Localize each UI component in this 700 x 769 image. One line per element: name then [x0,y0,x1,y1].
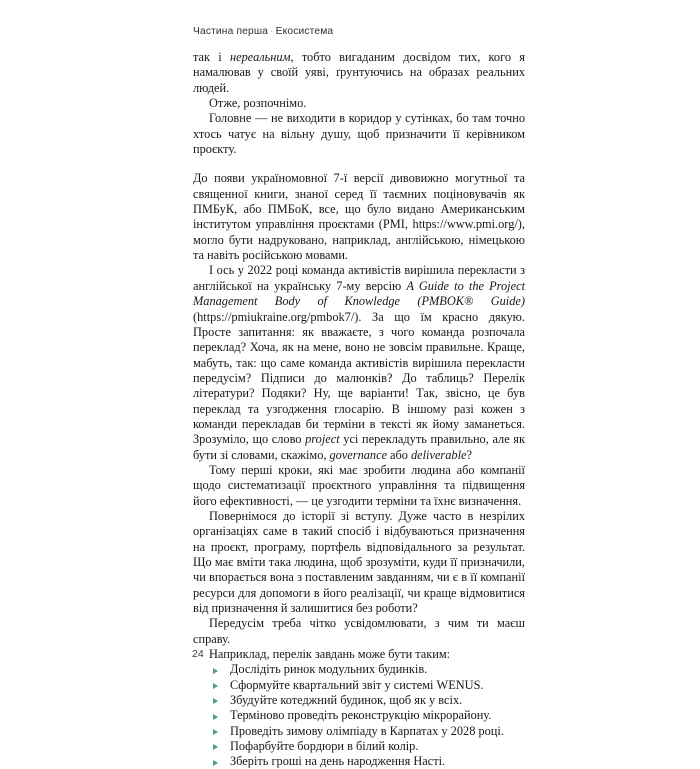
text-run: або [387,447,411,462]
list-item [193,678,525,693]
text-run: ? [466,447,472,462]
triangle-bullet-icon [213,760,218,766]
section-spacer [193,157,525,171]
italic-term-deliverable: deliverable [410,447,467,462]
running-head [193,26,333,37]
text-run: усі перекладуть правильно, але як бути зі словами, скажімо, [193,432,525,462]
triangle-bullet-icon [213,729,218,735]
list-item [193,708,525,723]
italic-term: нереальним [230,50,291,64]
running-head-separator: · [270,26,274,37]
italic-term-project: project [305,432,340,447]
text-run: так і [193,50,231,64]
text-run: (https://pmiukraine.org/pmbok7/). За що їм красно дякую. Просте запитання: як вважаєте, з чого команда розпочала переклад? Хоча, як на мене, воно не зовсім правильне. Краще, мабуть, так: що саме команда активістів вирішила перекласти передусім? Підписи до малюнків? До таблиць? Перелік літератури? Подяки? Ну, ще варіанти! Так, звісно, це був переклад та узгодження глосарію. В іншому разі кожен з команди перекладав би терміни в тексті як йому заманеться. Зрозуміло, що слово [193,309,525,447]
list-item [193,739,525,754]
list-item-label: Зберіть гроші на день народження Насті. [230,754,446,769]
running-head-chapter: Екосистема [275,26,334,37]
paragraph-pmbok-history: До появи україномовної 7-ї версії дивовижно могутньої та священної книги, знаної серед її таємних поціновувачів як ПМБуК, або ПМБоК, все, що було видано Американським інститутом управління проєктами (PMI, https://www.pmi.org/), могло бути надруковано, наприклад, англійською, німецькою та навіть російською мовами. [193,171,525,263]
paragraph-holovne: Головне — не виходити в коридор у сутінках, бо там точно хтось чатує на вільну душу, щоб призначити її керівником проєкту. [193,111,525,157]
paragraph-otzhe: Отже, розпочнімо. [209,96,307,111]
list-item-label: Пофарбуйте бордюри в білий колір. [230,738,419,753]
paragraph-back-to-story: Повернімося до історії зі вступу. Дуже часто в незрілих організаціях саме в такий спосіб і відбуваються призначення на проєкт, програму, портфель відповідального за результат. Що має вміти така людина, щоб зрозуміти, куди її призначили, чи впорається вона з поставленим завданням, чи є в її компанії ресурси для допомоги в його реалізації, чи краще відмовитися від призначення й залишитися без роботи? [193,508,525,616]
list-item-label: Дослідіть ринок модульних будинків. [230,662,428,677]
list-item-label: Терміново проведіть реконструкцію мікрорайону. [230,708,492,723]
italic-book-title: A Guide to the Project Management Body of Knowledge (PMBOK® Guide) [193,278,525,309]
paragraph-translation-story [193,263,525,462]
page-number: 24 [192,648,204,660]
text-run: І ось у 2022 році команда активістів вирішила перекласти з англійської на українську 7-му версію [193,263,525,293]
list-item-label: Проведіть зимову олімпіаду в Карпатах у 2028 році. [230,723,504,738]
triangle-bullet-icon [213,668,218,674]
triangle-bullet-icon [213,683,218,689]
paragraph-continuation [193,50,525,96]
list-item [193,724,525,739]
list-item [193,662,525,677]
task-list [193,662,525,769]
triangle-bullet-icon [213,744,218,750]
running-head-part: Частина перша [193,26,269,37]
italic-term-governance: governance [329,447,388,462]
page-body [193,50,525,769]
paragraph-awareness: Передусім треба чітко усвідомлювати, з чим ти маєш справу. [193,616,525,646]
list-item [193,754,525,769]
list-item [193,693,525,708]
list-item-label: Збудуйте котеджний будинок, щоб як у всіх. [230,693,463,707]
paragraph-list-intro: Наприклад, перелік завдань може бути таким: [209,647,451,662]
triangle-bullet-icon [213,698,218,704]
text-run: , тобто вигаданим досвідом тих, кого я намалював у своїй уяві, ґрунтуючись на образах реальних людей. [193,50,525,95]
triangle-bullet-icon [213,714,218,720]
paragraph-first-steps: Тому перші кроки, які має зробити людина або компанії щодо систематизації проєктного управління та підвищення його ефективності, — це узгодити терміни та їхнє визначення. [193,462,525,508]
list-item-label: Сформуйте квартальний звіт у системі WENUS. [230,677,484,692]
